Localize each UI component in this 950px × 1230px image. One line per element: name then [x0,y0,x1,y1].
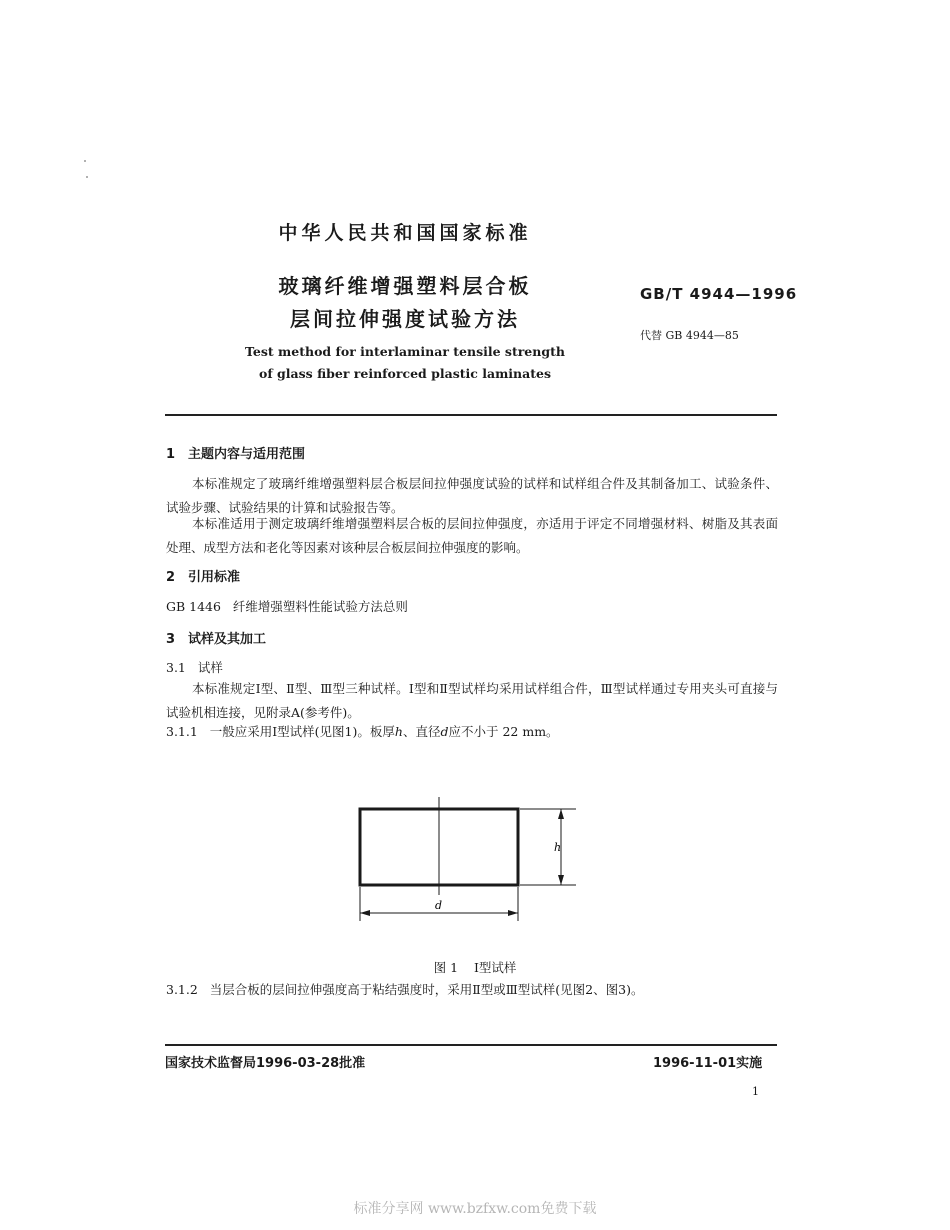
title-en-line1: Test method for interlaminar tensile strength [245,344,565,359]
figure-1-caption [0,958,950,976]
arrowhead [508,910,518,916]
subsection-3-1-heading [166,658,223,676]
section-1-paragraph-2: 本标准适用于测定玻璃纤维增强塑料层合板的层间拉伸强度，亦适用于评定不同增强材料、树脂及其表面处理、成型方法和老化等因素对该种层合板层间拉伸强度的影响。 [166,516,778,555]
scan-speck [84,160,86,162]
arrowhead [360,910,370,916]
arrowhead [558,809,564,819]
section-1-paragraph-1: 本标准规定了玻璃纤维增强塑料层合板层间拉伸强度试验的试样和试样组合件及其制备加工、试验条件、试验步骤、试验结果的计算和试验报告等。 [166,476,778,515]
arrowhead [558,875,564,885]
variable-h: h [394,724,403,739]
figure-1-specimen-drawing [340,795,600,935]
section-1-heading [166,443,305,462]
reference-code: GB 1446 [166,599,221,614]
variable-d: d [440,724,449,739]
clause-text-a: 一般应采用Ⅰ型试样(见图1)。板厚 [209,724,395,739]
section-2-heading [166,566,240,585]
issued-date: 国家技术监督局1996-03-28批准 [165,1056,366,1071]
subsection-title: 试样 [197,660,223,675]
clause-3-1-1 [166,722,559,740]
clause-text-b: 、直径 [402,724,441,739]
reference-title: 纤维增强塑料性能试验方法总则 [232,599,408,614]
title-cn-line2: 层间拉伸强度试验方法 [290,307,520,331]
clause-number: 3.1.2 [166,982,198,997]
clause-text: 当层合板的层间拉伸强度高于粘结强度时，采用Ⅱ型或Ⅲ型试样(见图2、图3)。 [209,982,644,997]
header-divider [165,414,777,416]
clause-3-1-2 [166,980,643,998]
label-h: h [554,841,562,854]
reference-standard [166,597,408,615]
figure-title: Ⅰ型试样 [473,960,517,975]
section-title: 引用标准 [188,570,241,585]
effective-date: 1996-11-01实施 [653,1056,763,1071]
section-number: 3 [166,632,176,647]
page-number: 1 [752,1085,759,1098]
clause-text-c: 应不小于 22 mm。 [448,724,559,739]
label-d: d [435,899,443,912]
standard-code: GB/T 4944—1996 [640,285,798,303]
replaces-standard: 代替 GB 4944—85 [640,329,739,342]
footer-divider [165,1044,777,1046]
scan-speck [86,176,88,178]
title-en-line2: of glass fiber reinforced plastic laminates [258,366,552,381]
section-title: 主题内容与适用范围 [188,447,306,462]
clause-number: 3.1.1 [166,724,198,739]
section-number: 2 [166,570,176,585]
watermark: 标准分享网 www.bzfxw.com免费下载 [353,1201,597,1217]
figure-number: 图 1 [433,960,459,975]
subsection-3-1-paragraph: 本标准规定Ⅰ型、Ⅱ型、Ⅲ型三种试样。Ⅰ型和Ⅱ型试样均采用试样组合件，Ⅲ型试样通过专用夹头可直接与试验机相连接，见附录A(参考件)。 [166,681,778,720]
title-cn-line1: 玻璃纤维增强塑料层合板 [278,274,532,298]
section-title: 试样及其加工 [188,632,267,647]
national-standard-heading: 中华人民共和国国家标准 [278,222,532,244]
subsection-number: 3.1 [166,660,186,675]
section-3-heading [166,628,266,647]
section-number: 1 [166,447,176,462]
